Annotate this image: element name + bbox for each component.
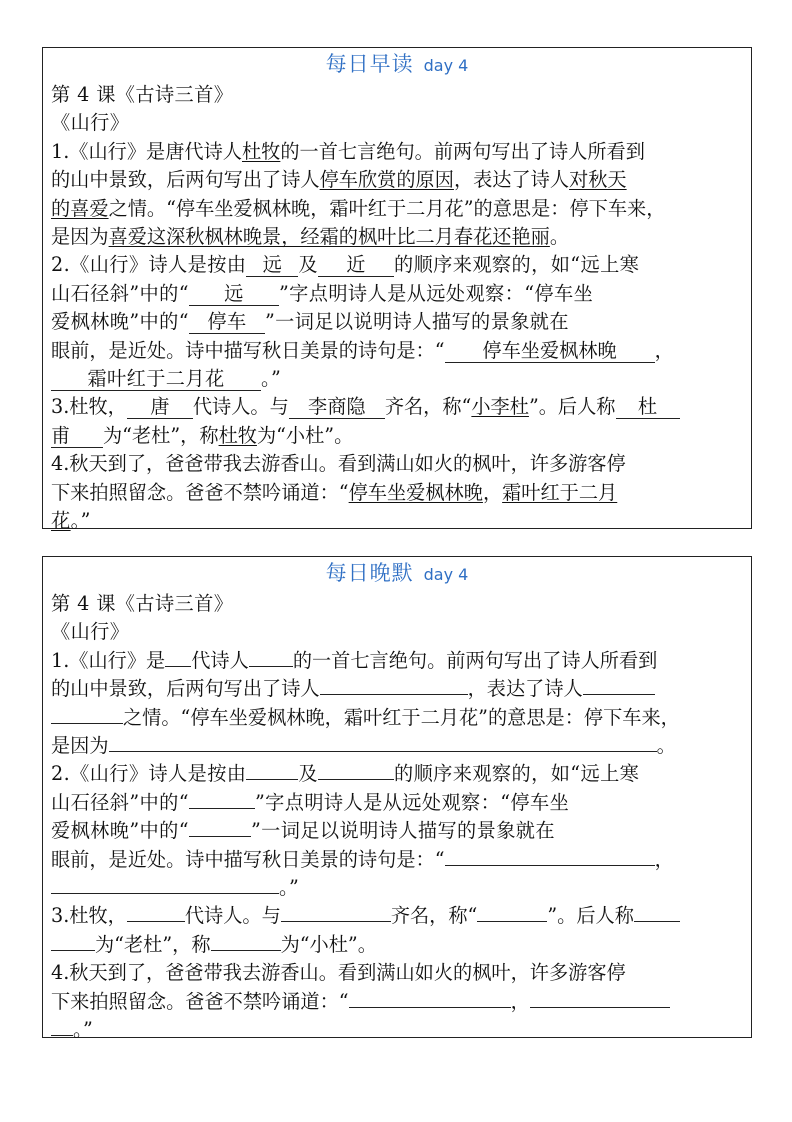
answer-fill: 远 [189,283,279,306]
answer-blank[interactable] [477,902,547,922]
question-1-line-4: 是因为 。 [51,734,676,758]
evening-dictation-card [42,556,752,1042]
answer-fill: 杜牧 [242,139,281,163]
answer-blank[interactable] [249,647,293,667]
answer-fill: 停车欣赏的原因 [319,168,454,192]
question-4-line-3: 花。” [51,509,91,533]
answer-blank[interactable] [211,931,281,951]
card-title [43,558,751,590]
question-3-line-2: 甫 为“老杜”，称杜牧为“小杜”。 [51,423,354,447]
question-4-line-2: 下来拍照留念。爸爸不禁吟诵道：“ ， [51,988,743,1016]
question-4-line-3: 。” [51,1016,743,1044]
question-2-line-3: 爱枫林晚”中的“ ”一词足以说明诗人描写的景象就在 [51,819,555,843]
question-4-line-2: 下来拍照留念。爸爸不禁吟诵道：“停车坐爱枫林晚，霜叶红于二月 [51,480,618,504]
question-2-line-2: 山石径斜”中的“ 远 ”字点明诗人是从远处观察：“停车坐 [51,281,594,305]
question-2-line-4: 眼前，是近处。诗中描写秋日美景的诗句是：“ ， [51,847,674,871]
answer-fill: 杜牧 [218,423,257,447]
lesson-heading: 第 4 课《古诗三首》 [51,83,234,106]
answer-fill: 甫 [51,425,103,448]
question-1-line-3: 的喜爱之情。“停车坐爱枫林晚，霜叶红于二月花”的意思是：停下车来， [51,196,666,220]
answer-fill: 对秋天 [569,168,627,192]
answer-blank[interactable] [583,675,655,695]
card-title [43,49,751,81]
poem-title: 《山行》 [51,111,130,135]
title-text: 每日早读 [325,52,414,76]
answer-blank[interactable] [51,704,123,724]
answer-fill: 花 [51,509,71,533]
answer-fill: 近 [318,254,394,277]
answer-blank[interactable] [51,874,279,894]
answer-blank[interactable] [189,789,255,809]
question-1-line-2: 的山中景致，后两句写出了诗人停车欣赏的原因，表达了诗人对秋天 [51,168,627,192]
question-3-line-1: 3.杜牧， 代诗人。与 齐名，称“ ”。后人称 [51,902,743,930]
answer-blank[interactable] [318,760,394,780]
answer-blank[interactable] [246,760,298,780]
answer-blank[interactable] [320,675,468,695]
answer-blank[interactable] [109,732,657,752]
answer-blank[interactable] [281,902,391,922]
question-2-line-3: 爱枫林晚”中的“ 停车 ”一词足以说明诗人描写的景象就在 [51,310,569,334]
question-1-line-1: 1.《山行》是唐代诗人杜牧的一首七言绝句。前两句写出了诗人所看到 [51,139,645,163]
answer-fill: 停车 [189,311,265,334]
answer-fill: 霜叶红于二月 [502,480,618,504]
answer-blank[interactable] [634,902,680,922]
question-2-line-1: 2.《山行》诗人是按由 远 及 近 的顺序来观察的，如“远上寒 [51,253,640,277]
answer-fill: 霜叶红于二月花 [51,368,261,391]
question-2-line-1: 2.《山行》诗人是按由 及 的顺序来观察的，如“远上寒 [51,762,640,786]
question-1-line-4: 是因为喜爱这深秋枫林晚景，经霜的枫叶比二月春花还艳丽。 [51,225,570,249]
answer-blank[interactable] [349,988,511,1008]
answer-blank[interactable] [51,931,95,951]
question-3-line-1: 3.杜牧， 唐 代诗人。与 李商隐 齐名，称“小李杜”。后人称 杜 [51,393,743,421]
answer-fill: 小李杜 [471,395,529,419]
answer-blank[interactable] [189,817,251,837]
answer-fill: 的喜爱 [51,196,109,220]
day-label: day 4 [423,565,469,584]
answer-blank[interactable] [51,1016,73,1036]
question-3-line-2: 为“老杜”，称 为“小杜”。 [51,931,743,959]
morning-reading-card [42,47,752,533]
lesson-heading: 第 4 课《古诗三首》 [51,592,234,615]
answer-fill: 李商隐 [289,396,385,419]
question-2-line-2: 山石径斜”中的“ ”字点明诗人是从远处观察：“停车坐 [51,790,570,814]
answer-fill: 喜爱这深秋枫林晚景，经霜的枫叶比二月春花还艳丽 [108,225,550,249]
question-4-line-1: 4.秋天到了，爸爸带我去游香山。看到满山如火的枫叶，许多游客停 [51,452,626,476]
question-1-line-2: 的山中景致，后两句写出了诗人 ，表达了诗人 [51,675,743,703]
day-label: day 4 [423,56,469,75]
answer-blank[interactable] [165,647,191,667]
answer-blank[interactable] [127,902,185,922]
question-2-line-5: 霜叶红于二月花 。” [51,365,743,393]
question-1-line-1: 1.《山行》是 代诗人 的一首七言绝句。前两句写出了诗人所看到 [51,648,658,672]
question-1-line-3: 之情。“停车坐爱枫林晚，霜叶红于二月花”的意思是：停下车来， [51,704,743,732]
question-4-line-1: 4.秋天到了，爸爸带我去游香山。看到满山如火的枫叶，许多游客停 [51,961,626,985]
title-text: 每日晚默 [325,561,414,585]
question-2-line-5: 。” [51,874,743,902]
poem-title: 《山行》 [51,620,130,644]
answer-fill: 远 [246,254,298,277]
answer-fill: 唐 [127,396,193,419]
answer-fill: 杜 [616,396,680,419]
answer-fill: 停车坐爱枫林晚 [445,340,655,363]
answer-blank[interactable] [530,988,670,1008]
answer-fill: 停车坐爱枫林晚 [348,480,483,504]
question-2-line-4: 眼前，是近处。诗中描写秋日美景的诗句是：“ 停车坐爱枫林晚 ， [51,338,674,362]
answer-blank[interactable] [445,846,655,866]
